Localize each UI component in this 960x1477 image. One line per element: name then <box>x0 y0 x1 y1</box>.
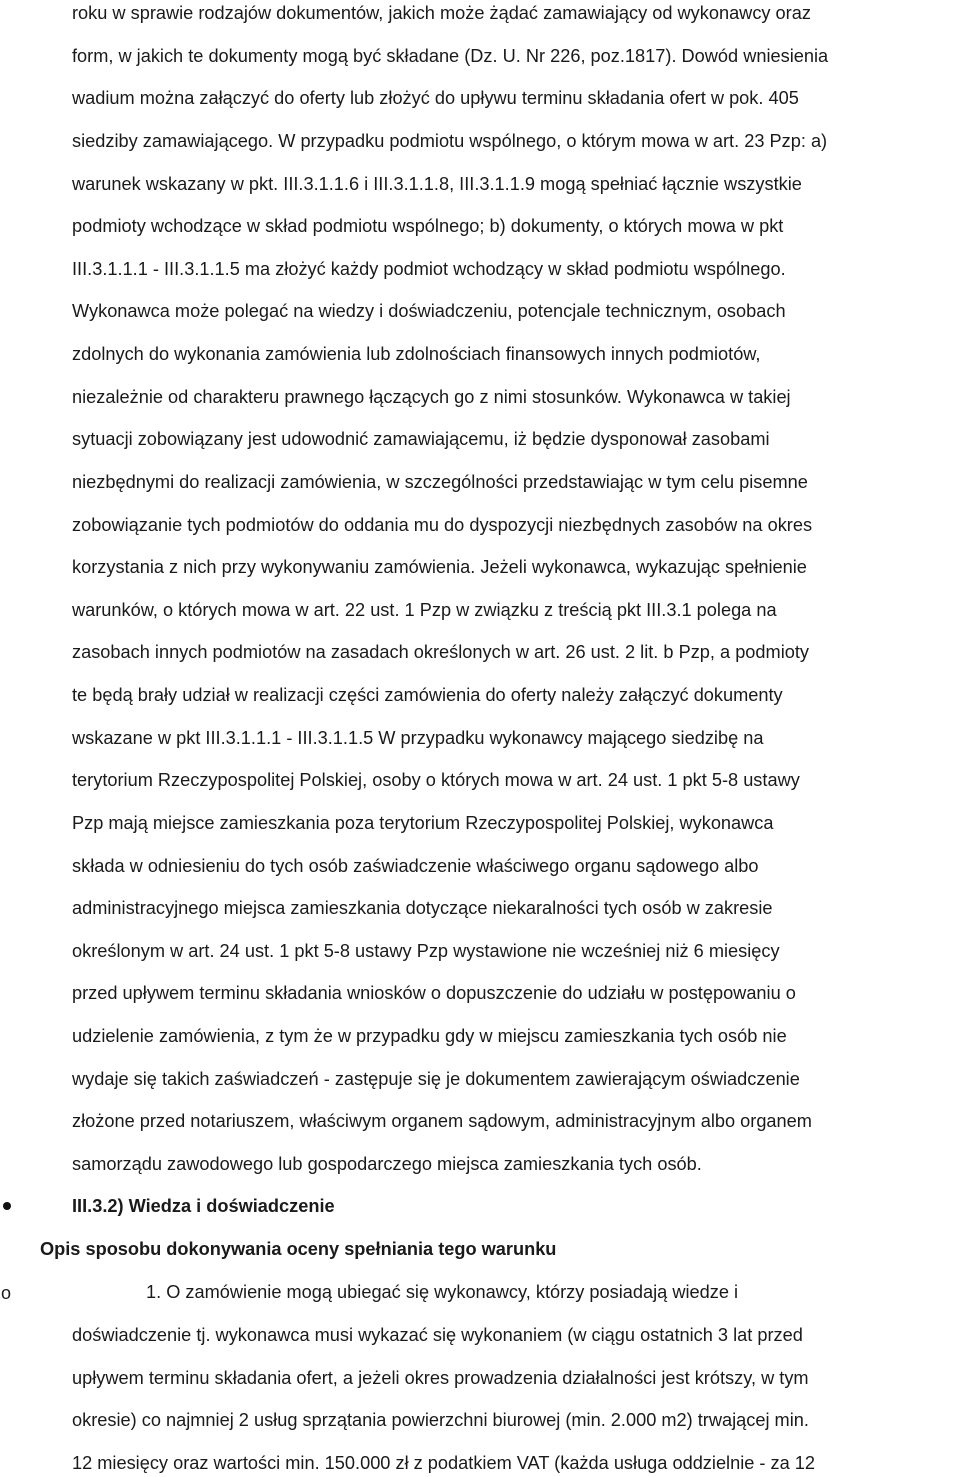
list-first-line: 1. O zamówienie mogą ubiegać się wykonawcy, którzy posiadają wiedze i <box>146 1282 739 1302</box>
section-heading: III.3.2) Wiedza i doświadczenie <box>72 1196 335 1216</box>
body-line: te będą brały udział w realizacji części zamówienia do oferty należy załączyć dokumenty <box>72 685 783 706</box>
body-line: niezależnie od charakteru prawnego łączących go z nimi stosunków. Wykonawca w takiej <box>72 386 791 407</box>
body-line: zasobach innych podmiotów na zasadach określonych w art. 26 ust. 2 lit. b Pzp, a podmioty <box>72 642 809 663</box>
list-line: upływem terminu składania ofert, a jeżeli okres prowadzenia działalności jest krótszy, w tym <box>72 1367 809 1388</box>
list-line: doświadczenie tj. wykonawca musi wykazać się wykonaniem (w ciągu ostatnich 3 lat przed <box>72 1325 803 1345</box>
list-line: 12 miesięcy oraz wartości min. 150.000 zł z podatkiem VAT (każda usługa oddzielnie - za 12 <box>72 1452 816 1473</box>
body-line: wskazane w pkt III.3.1.1.1 - III.3.1.1.5 W przypadku wykonawcy mającego siedzibę na <box>72 727 764 748</box>
body-line: III.3.1.1.1 - III.3.1.1.5 ma złożyć każdy podmiot wchodzący w skład podmiotu wspólnego. <box>72 258 786 279</box>
body-line: określonym w art. 24 ust. 1 pkt 5-8 ustawy Pzp wystawione nie wcześniej niż 6 miesięcy <box>72 940 780 961</box>
body-line: terytorium Rzeczypospolitej Polskiej, osoby o których mowa w art. 24 ust. 1 pkt 5-8 ustawy <box>72 770 800 791</box>
body-line: niezbędnymi do realizacji zamówienia, w szczególności przedstawiając w tym celu pisemne <box>72 471 808 492</box>
body-line: zobowiązanie tych podmiotów do oddania mu do dyspozycji niezbędnych zasobów na okres <box>72 514 813 535</box>
body-line: wydaje się takich zaświadczeń - zastępuje się je dokumentem zawierającym oświadczenie <box>72 1068 800 1089</box>
body-line: warunków, o których mowa w art. 22 ust. 1 Pzp w związku z treścią pkt III.3.1 polega na <box>72 599 777 620</box>
body-line: administracyjnego miejsca zamieszkania dotyczące niekaralności tych osób w zakresie <box>72 898 773 919</box>
body-line: samorządu zawodowego lub gospodarczego miejsca zamieszkania tych osób. <box>72 1154 702 1174</box>
subheading: Opis sposobu dokonywania oceny spełniania tego warunku <box>40 1239 557 1259</box>
body-line: przed upływem terminu składania wniosków o dopuszczenie do udziału w postępowaniu o <box>72 983 796 1004</box>
list-line: okresie) co najmniej 2 usług sprzątania powierzchni biurowej (min. 2.000 m2) trwającej min. <box>72 1410 809 1430</box>
body-line: roku w sprawie rodzajów dokumentów, jakich może żądać zamawiający od wykonawcy oraz <box>72 3 811 23</box>
body-line: warunek wskazany w pkt. III.3.1.1.6 i III.3.1.1.8, III.3.1.1.9 mogą spełniać łącznie wszystkie <box>72 173 802 194</box>
list-bullet-o: o <box>1 1283 12 1303</box>
body-line: złożone przed notariuszem, właściwym organem sądowym, administracyjnym albo organem <box>72 1111 812 1132</box>
bullet-dot-icon <box>3 1202 11 1210</box>
body-line: składa w odniesieniu do tych osób zaświadczenie właściwego organu sądowego albo <box>72 855 759 876</box>
body-line: Wykonawca może polegać na wiedzy i doświadczeniu, potencjale technicznym, osobach <box>72 301 786 322</box>
body-line: wadium można załączyć do oferty lub złożyć do upływu terminu składania ofert w pok. 405 <box>72 88 799 109</box>
body-line: sytuacji zobowiązany jest udowodnić zamawiającemu, iż będzie dysponował zasobami <box>72 429 770 450</box>
body-line: korzystania z nich przy wykonywaniu zamówienia. Jeżeli wykonawca, wykazując spełnienie <box>72 557 807 578</box>
body-line: podmioty wchodzące w skład podmiotu wspólnego; b) dokumenty, o których mowa w pkt <box>72 216 784 237</box>
body-line: Pzp mają miejsce zamieszkania poza terytorium Rzeczypospolitej Polskiej, wykonawca <box>72 812 774 833</box>
body-line: zdolnych do wykonania zamówienia lub zdolnościach finansowych innych podmiotów, <box>72 344 761 365</box>
body-line: siedziby zamawiającego. W przypadku podmiotu wspólnego, o którym mowa w art. 23 Pzp: a) <box>72 130 828 151</box>
body-line: form, w jakich te dokumenty mogą być składane (Dz. U. Nr 226, poz.1817). Dowód wniesienia <box>72 45 829 66</box>
body-line: udzielenie zamówienia, z tym że w przypadku gdy w miejscu zamieszkania tych osób nie <box>72 1026 787 1047</box>
